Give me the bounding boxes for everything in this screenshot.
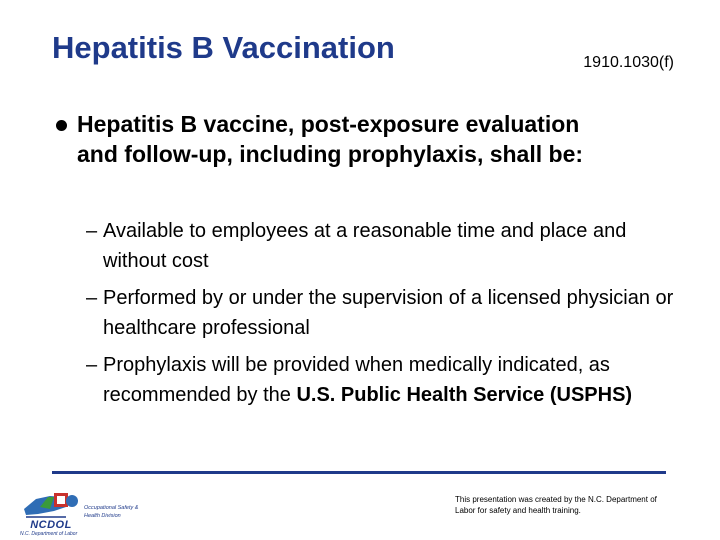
ncdol-logo [20, 487, 150, 535]
sub-bullet-item [86, 350, 686, 410]
sub-bullet-text: Performed by or under the supervision of a licensed physician or healthcare professional [103, 287, 674, 339]
sub-bullet-text [103, 350, 686, 410]
footer-credit: This presentation was created by the N.C. Department of Labor for safety and health training. [455, 495, 657, 515]
sub-bullet-list [86, 216, 686, 417]
main-bullet [56, 109, 596, 169]
slide-title: Hepatitis B Vaccination [52, 30, 395, 65]
dash-icon: – [86, 354, 98, 376]
sub-bullet-item [86, 216, 686, 276]
main-bullet-text: Hepatitis B vaccine, post-exposure evaluation and follow-up, including prophylaxis, shall be: [77, 111, 584, 167]
sub-bullet-item [86, 283, 686, 343]
sub-bullet-text-regular: Prophylaxis will be provided when medically indicated, as recommended by the [103, 354, 610, 406]
bullet-dot-icon [56, 120, 67, 131]
logo-wordmark: NCDOL [30, 519, 72, 531]
logo-tagline: N.C. Department of Labor [20, 531, 78, 537]
dash-icon: – [86, 220, 98, 242]
nc-state-icon [20, 487, 82, 523]
logo-division-name: Occupational Safety & Health Division [84, 505, 139, 519]
dash-icon: – [86, 287, 98, 309]
standard-reference: 1910.1030(f) [583, 54, 674, 71]
footer-divider [52, 471, 666, 474]
usphs-emphasis: U.S. Public Health Service (USPHS) [296, 384, 633, 406]
sub-bullet-text: Available to employees at a reasonable time and place and without cost [103, 220, 627, 272]
